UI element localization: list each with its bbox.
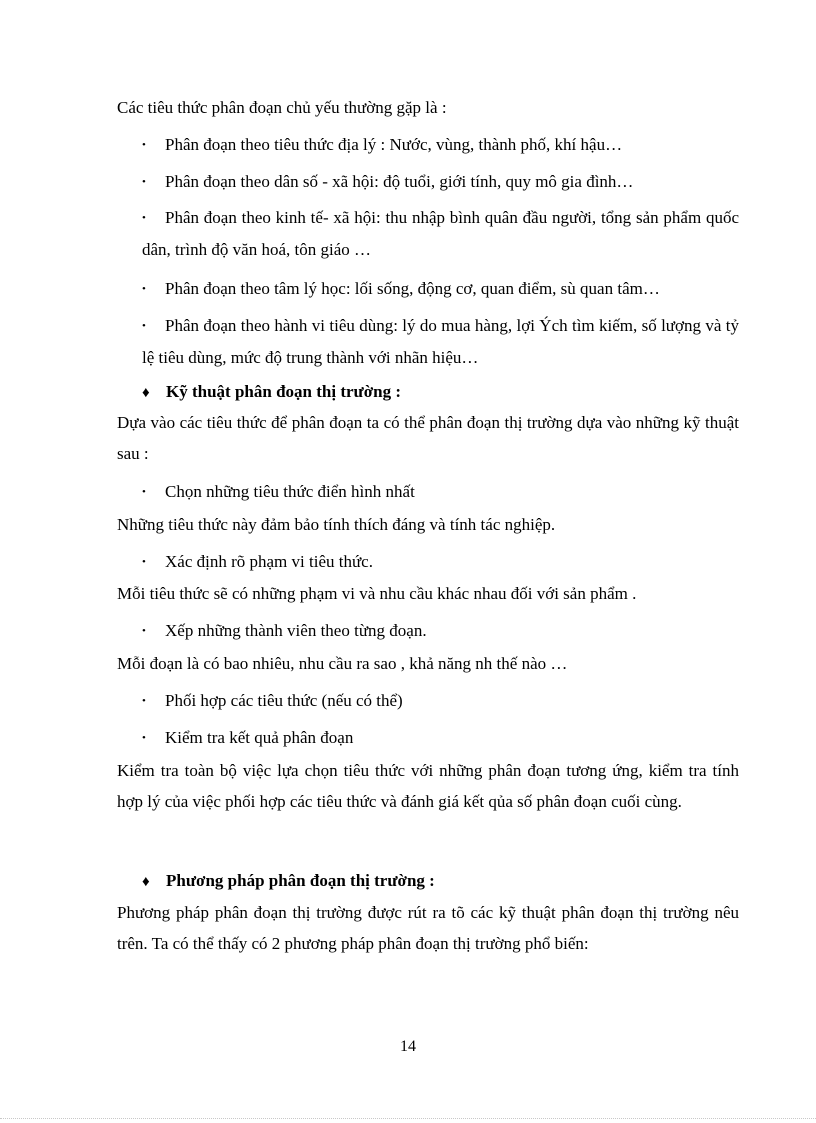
diamond-bullet-icon: ♦ xyxy=(142,385,150,401)
bullet-icon: • xyxy=(142,212,146,224)
page-number: 14 xyxy=(400,1038,416,1055)
bullet-icon: • xyxy=(142,625,146,637)
criteria-item: • Phân đoạn theo dân số - xã hội: độ tuổi, giới tính, quy mô gia đình… xyxy=(142,166,739,198)
technique-step-text: Những tiêu thức này đảm bảo tính thích đáng và tính tác nghiệp. xyxy=(117,515,556,534)
technique-step-text: Mỗi đoạn là có bao nhiêu, nhu cầu ra sao , khả năng nh thế nào … xyxy=(117,654,568,673)
technique-step: • Chọn những tiêu thức điển hình nhất xyxy=(142,476,739,508)
bullet-icon: • xyxy=(142,139,146,151)
criteria-item: • Phân đoạn theo hành vi tiêu dùng: lý do mua hàng, lợi Ých tìm kiếm, số lượng và tỷ lệ tiêu dùng, mức độ trung thành với nhãn hiệu… xyxy=(142,310,739,373)
technique-step-text: Kiểm tra toàn bộ việc lựa chọn tiêu thức với những phân đoạn tương ứng, kiểm tra tính hợp lý của việc phối hợp các tiêu thức và đánh giá kết qủa số phân đoạn cuối cùng. xyxy=(117,761,739,811)
bullet-icon: • xyxy=(142,556,146,568)
criteria-item: • Phân đoạn theo kinh tế- xã hội: thu nhập bình quân đầu người, tổng sản phẩm quốc dân, trình độ văn hoá, tôn giáo … xyxy=(142,202,739,265)
technique-step: • Xếp những thành viên theo từng đoạn. xyxy=(142,615,739,647)
technique-step: • Phối hợp các tiêu thức (nếu có thể) xyxy=(142,685,739,717)
technique-step: • Xác định rõ phạm vi tiêu thức. xyxy=(142,546,739,578)
page-edge-divider xyxy=(0,1118,816,1119)
technique-step-text: Mỗi tiêu thức sẽ có những phạm vi và nhu cầu khác nhau đối với sản phẩm . xyxy=(117,584,637,603)
section-heading-technique: ♦ Kỹ thuật phân đoạn thị trường : xyxy=(142,376,739,409)
bullet-icon: • xyxy=(142,732,146,744)
bullet-icon: • xyxy=(142,486,146,498)
section-heading-method: ♦ Phương pháp phân đoạn thị trường : xyxy=(142,865,739,898)
intro-paragraph: Các tiêu thức phân đoạn chủ yếu thường gặp là : xyxy=(117,98,447,117)
method-paragraph: Phương pháp phân đoạn thị trường được rút ra tõ các kỹ thuật phân đoạn thị trường nêu trên. Ta có thể thấy có 2 phương pháp phân đoạn thị trường phổ biến: xyxy=(117,903,739,953)
criteria-item: • Phân đoạn theo tâm lý học: lối sống, động cơ, quan điểm, sù quan tâm… xyxy=(142,273,739,305)
criteria-item: • Phân đoạn theo tiêu thức địa lý : Nước, vùng, thành phố, khí hậu… xyxy=(142,129,739,161)
technique-intro: Dựa vào các tiêu thức để phân đoạn ta có thể phân đoạn thị trường dựa vào những kỹ thuật sau : xyxy=(117,413,739,463)
bullet-icon: • xyxy=(142,695,146,707)
bullet-icon: • xyxy=(142,320,146,332)
bullet-icon: • xyxy=(142,176,146,188)
technique-step: • Kiểm tra kết quả phân đoạn xyxy=(142,722,739,754)
diamond-bullet-icon: ♦ xyxy=(142,874,150,890)
bullet-icon: • xyxy=(142,283,146,295)
